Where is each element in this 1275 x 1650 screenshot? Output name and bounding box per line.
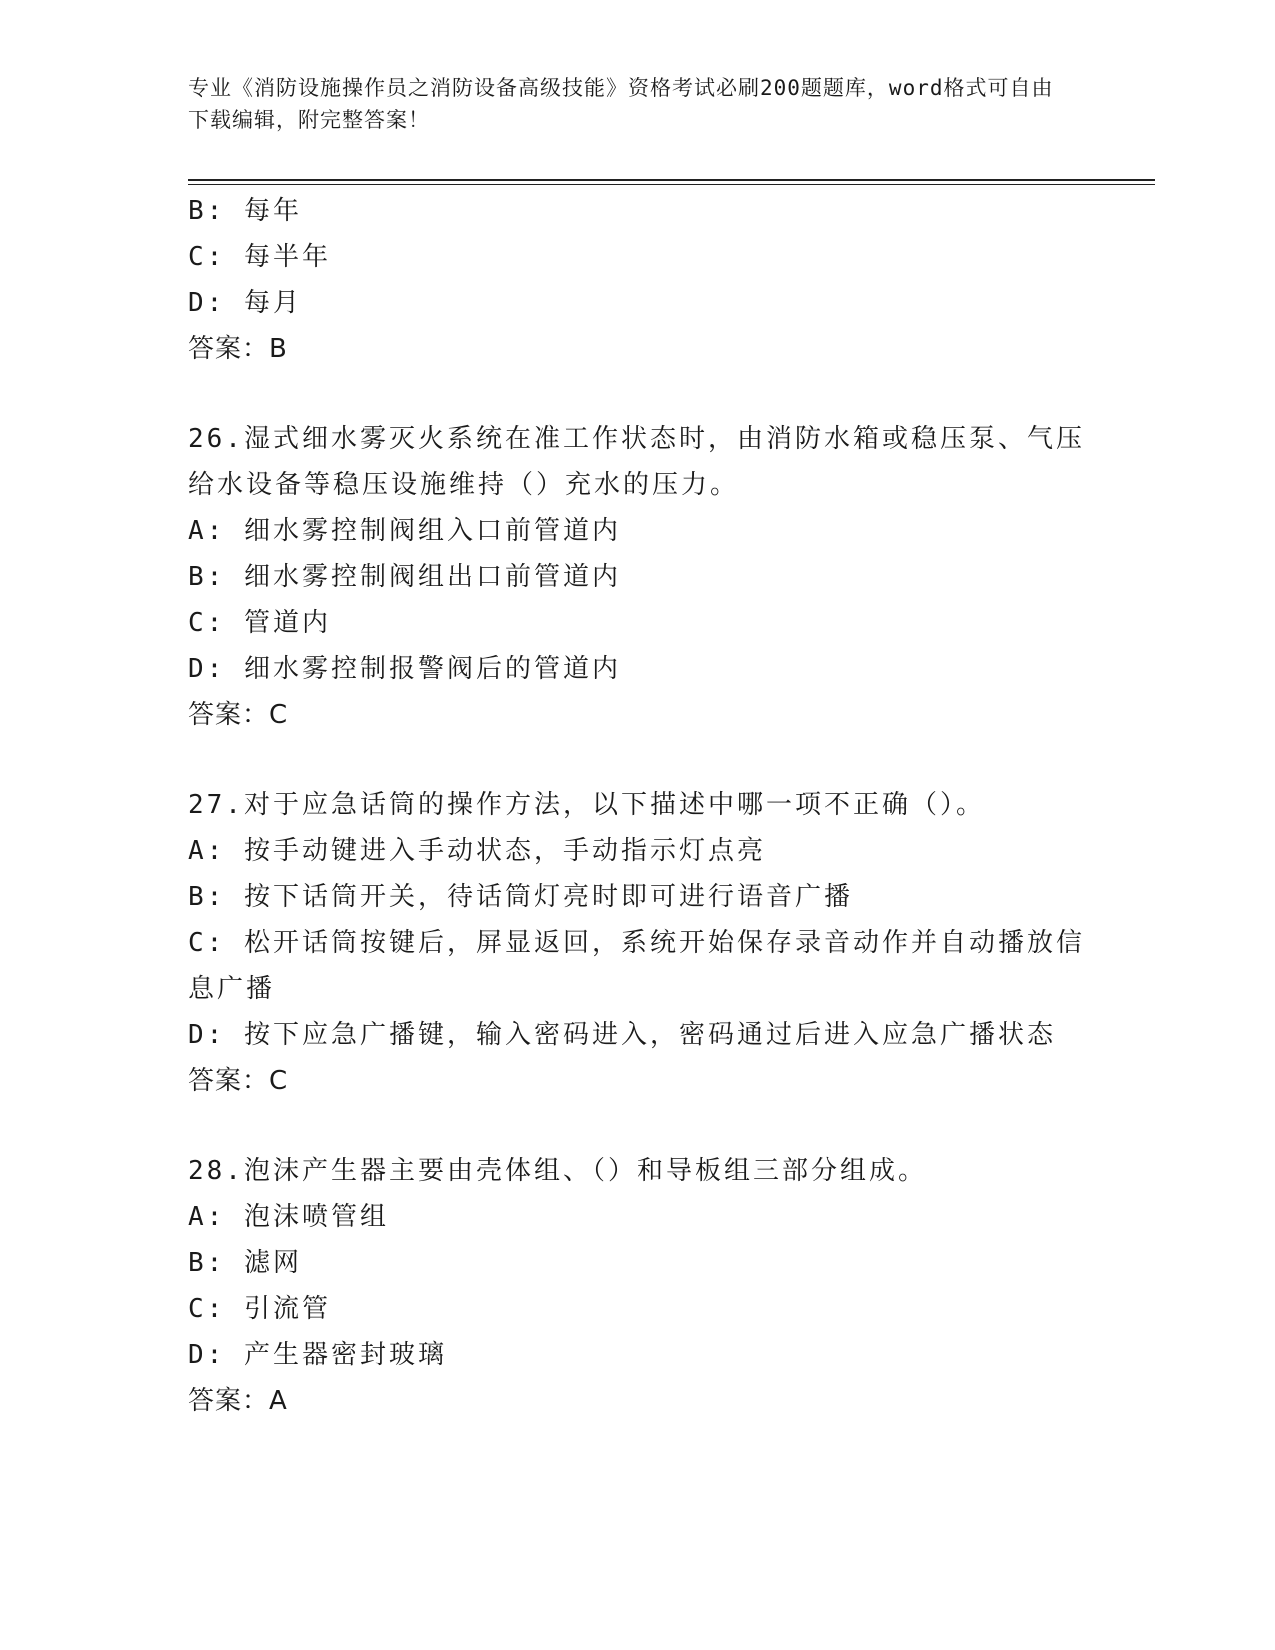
- option-text: 松开话筒按键后，屏显返回，系统开始保存录音动作并自动播放信息广播: [188, 928, 1085, 1004]
- option-text: 管道内: [243, 608, 331, 638]
- option-letter: B:: [188, 1248, 226, 1278]
- option-c: [188, 920, 1088, 1012]
- option-letter: A:: [188, 516, 226, 546]
- answer-line: 答案：C: [188, 700, 289, 730]
- option-a: [188, 828, 1088, 874]
- option-letter: B:: [188, 196, 226, 226]
- option-text: 每年: [243, 196, 302, 226]
- option-text: 滤网: [243, 1248, 302, 1278]
- question-28: [188, 1148, 1088, 1424]
- document-header: 专业《消防设施操作员之消防设备高级技能》资格考试必刷200题题库，word格式可自由下载编辑，附完整答案！: [188, 76, 1054, 132]
- question-stem: 27.对于应急话筒的操作方法，以下描述中哪一项不正确（）。: [188, 790, 985, 820]
- previous-question-tail: [188, 188, 1088, 372]
- header-divider-thick: [188, 179, 1155, 181]
- option-text: 产生器密封玻璃: [243, 1340, 447, 1370]
- option-letter: B:: [188, 882, 226, 912]
- option-text: 泡沫喷管组: [243, 1202, 389, 1232]
- option-letter: A:: [188, 1202, 226, 1232]
- option-text: 每半年: [243, 242, 331, 272]
- option-text: 细水雾控制阀组出口前管道内: [243, 562, 621, 592]
- option-b: [188, 188, 1088, 234]
- question-stem: 26.湿式细水雾灭火系统在准工作状态时，由消防水箱或稳压泵、气压给水设备等稳压设施维持（）充水的压力。: [188, 424, 1085, 500]
- option-d: [188, 280, 1088, 326]
- option-text: 每月: [243, 288, 302, 318]
- option-text: 细水雾控制阀组入口前管道内: [243, 516, 621, 546]
- option-c: [188, 600, 1088, 646]
- option-letter: B:: [188, 562, 226, 592]
- question-27: [188, 782, 1088, 1104]
- option-b: [188, 874, 1088, 920]
- option-d: [188, 646, 1088, 692]
- option-letter: A:: [188, 836, 226, 866]
- option-d: [188, 1332, 1088, 1378]
- option-text: 按手动键进入手动状态，手动指示灯点亮: [243, 836, 766, 866]
- option-letter: C:: [188, 242, 226, 272]
- question-stem: 28.泡沫产生器主要由壳体组、（）和导板组三部分组成。: [188, 1156, 927, 1186]
- header-divider-thin: [188, 184, 1155, 185]
- option-b: [188, 554, 1088, 600]
- question-list: [188, 188, 1088, 1424]
- option-text: 按下话筒开关，待话筒灯亮时即可进行语音广播: [243, 882, 853, 912]
- option-text: 细水雾控制报警阀后的管道内: [243, 654, 621, 684]
- option-letter: C:: [188, 608, 226, 638]
- option-letter: C:: [188, 1294, 226, 1324]
- option-letter: D:: [188, 654, 226, 684]
- option-text: 按下应急广播键，输入密码进入，密码通过后进入应急广播状态: [243, 1020, 1056, 1050]
- answer-line: 答案：B: [188, 334, 288, 364]
- option-text: 引流管: [243, 1294, 331, 1324]
- option-a: [188, 508, 1088, 554]
- answer-line: 答案：A: [188, 1386, 288, 1416]
- option-letter: C:: [188, 928, 226, 958]
- option-c: [188, 1286, 1088, 1332]
- answer-line: 答案：C: [188, 1066, 289, 1096]
- option-letter: D:: [188, 1020, 226, 1050]
- option-c: [188, 234, 1088, 280]
- option-letter: D:: [188, 1340, 226, 1370]
- option-d: [188, 1012, 1088, 1058]
- question-26: [188, 416, 1088, 738]
- option-a: [188, 1194, 1088, 1240]
- option-b: [188, 1240, 1088, 1286]
- option-letter: D:: [188, 288, 226, 318]
